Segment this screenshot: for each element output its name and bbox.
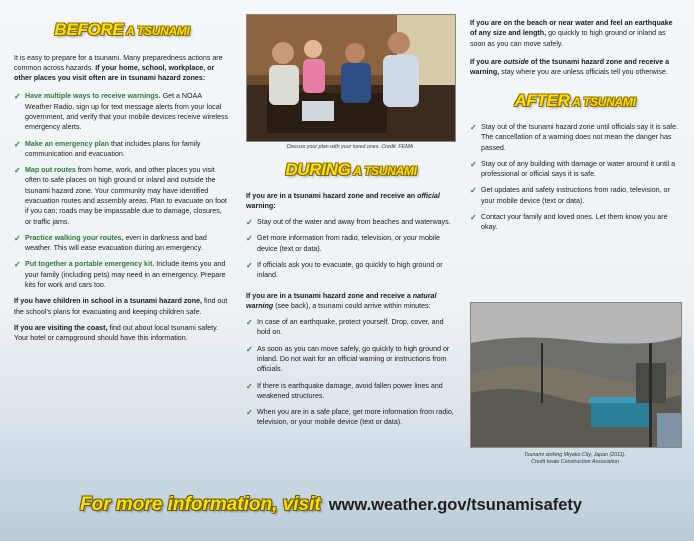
- list-item: ✓ Map out routes from home, work, and other places you visit often to safe places on high ground or inland and outside the tsunami hazard zone. Your community may have identified evacuation routes and assembly areas. Plan to evacuate on foot if you can; roads may be impassable due to damage, closures, or traffic jams.: [14, 166, 227, 226]
- checkmark-icon: ✓: [470, 213, 477, 223]
- list-item: ✓ Stay out of the tsunami hazard zone until officials say it is safe. The cancellation of a warning does not mean the danger has passed.: [470, 123, 679, 152]
- checkmark-icon: ✓: [470, 186, 477, 196]
- checkmark-icon: ✓: [246, 408, 253, 418]
- tsunami-photo-illustration: [471, 303, 681, 447]
- checkmark-icon: ✓: [14, 92, 21, 102]
- checkmark-icon: ✓: [246, 234, 253, 244]
- after-list: [470, 122, 680, 233]
- beach-paragraph: If you are on the beach or near water and feel an earthquake of any size and length, go quickly to high ground or inland as soon as you can move safely.: [470, 19, 673, 48]
- family-photo: [246, 14, 456, 142]
- checkmark-icon: ✓: [14, 166, 21, 176]
- outside-paragraph: If you are outside of the tsunami hazard zone and receive a warning, stay where you are unless officials tell you otherwise.: [470, 57, 670, 77]
- before-heading: BEFORE A TSUNAMI: [54, 20, 190, 39]
- checkmark-icon: ✓: [470, 123, 477, 133]
- list-item: ✓ Stay out of any building with damage or water around it until a professional or official says it is safe.: [470, 159, 676, 179]
- list-item: ✓ If there is earthquake damage, avoid fallen power lines and weakened structures.: [246, 381, 443, 400]
- checkmark-icon: ✓: [246, 261, 253, 271]
- list-item: ✓ When you are in a safe place, get more information from radio, television, or your mobile device (text or data).: [246, 408, 454, 427]
- list-item: ✓ Contact your family and loved ones. Let them know you are okay.: [470, 213, 668, 232]
- checkmark-icon: ✓: [470, 159, 477, 169]
- natural-warning-list: [246, 317, 456, 428]
- checkmark-icon: ✓: [14, 260, 21, 270]
- list-item: ✓ Have multiple ways to receive warnings. Get a NOAA Weather Radio, sign up for text message alerts from your local government, and verify that your mobile devices receive wireless emergency alerts.: [14, 92, 229, 132]
- footer-text: For more information, visit: [80, 494, 321, 515]
- checkmark-icon: ✓: [14, 233, 21, 243]
- official-warning-intro: If you are in a tsunami hazard zone and receive an official warning:: [246, 191, 440, 210]
- before-list: [14, 91, 230, 290]
- list-item: ✓ Make an emergency plan that includes plans for family communication and evacuation.: [14, 139, 201, 158]
- checkmark-icon: ✓: [246, 318, 253, 328]
- photo2-caption: Tsunami striking Miyako City, Japan (2011). Credit Iwate Construction Association: [524, 452, 626, 466]
- footer: [80, 494, 680, 516]
- official-warning-list: [246, 217, 456, 280]
- list-item: ✓ Practice walking your routes, even in darkness and bad weather. This will ease evacuation during an emergency.: [14, 233, 207, 253]
- checkmark-icon: ✓: [14, 139, 21, 149]
- children-paragraph: If you have children in school in a tsunami hazard zone, find out the school's plans for evacuating and keeping children safe.: [14, 297, 228, 316]
- checkmark-icon: ✓: [246, 344, 253, 354]
- checkmark-icon: ✓: [246, 218, 253, 228]
- coast-paragraph: If you are visiting the coast, find out about local tsunami safety. Your hotel or campground should have this information.: [14, 323, 219, 343]
- list-item: ✓ Put together a portable emergency kit. Include items you and your family (including pets) may need in an emergency. Prepare kits for work and cars too.: [14, 260, 226, 289]
- list-item: ✓ Get more information from radio, television, or your mobile device (text or data).: [246, 234, 440, 253]
- footer-url-link[interactable]: www.weather.gov/tsunamisafety: [328, 496, 583, 514]
- list-item: ✓ If officials ask you to evacuate, go quickly to high ground or inland.: [246, 261, 443, 280]
- before-intro: It is easy to prepare for a tsunami. Many preparedness actions are common across hazards. If your home, school, workplace, or other places you visit often are in tsunami hazard zones:: [14, 53, 223, 83]
- list-item: ✓ Stay out of the water and away from beaches and waterways.: [246, 218, 451, 228]
- photo1-caption: Discuss your plan with your loved ones. Credit: FEMA: [286, 144, 414, 150]
- after-heading: AFTER A TSUNAMI: [514, 91, 636, 111]
- list-item: ✓ As soon as you can move safely, go quickly to high ground or inland. Do not wait for an official warning or instructions from officials.: [246, 344, 450, 374]
- checkmark-icon: ✓: [246, 381, 253, 391]
- family-photo-illustration: [247, 15, 455, 141]
- list-item: ✓ Get updates and safety instructions from radio, television, or your mobile device (text or data).: [470, 186, 670, 205]
- natural-warning-intro: If you are in a tsunami hazard zone and receive a natural warning (see back), a tsunami could arrive within minutes:: [246, 291, 437, 310]
- tsunami-photo: [470, 302, 682, 448]
- before-column: [14, 0, 230, 349]
- after-column: [470, 18, 680, 239]
- list-item: ✓ In case of an earthquake, protect yourself. Drop, cover, and hold on.: [246, 318, 444, 337]
- during-heading: DURING A TSUNAMI: [285, 160, 417, 179]
- during-column: [246, 158, 456, 434]
